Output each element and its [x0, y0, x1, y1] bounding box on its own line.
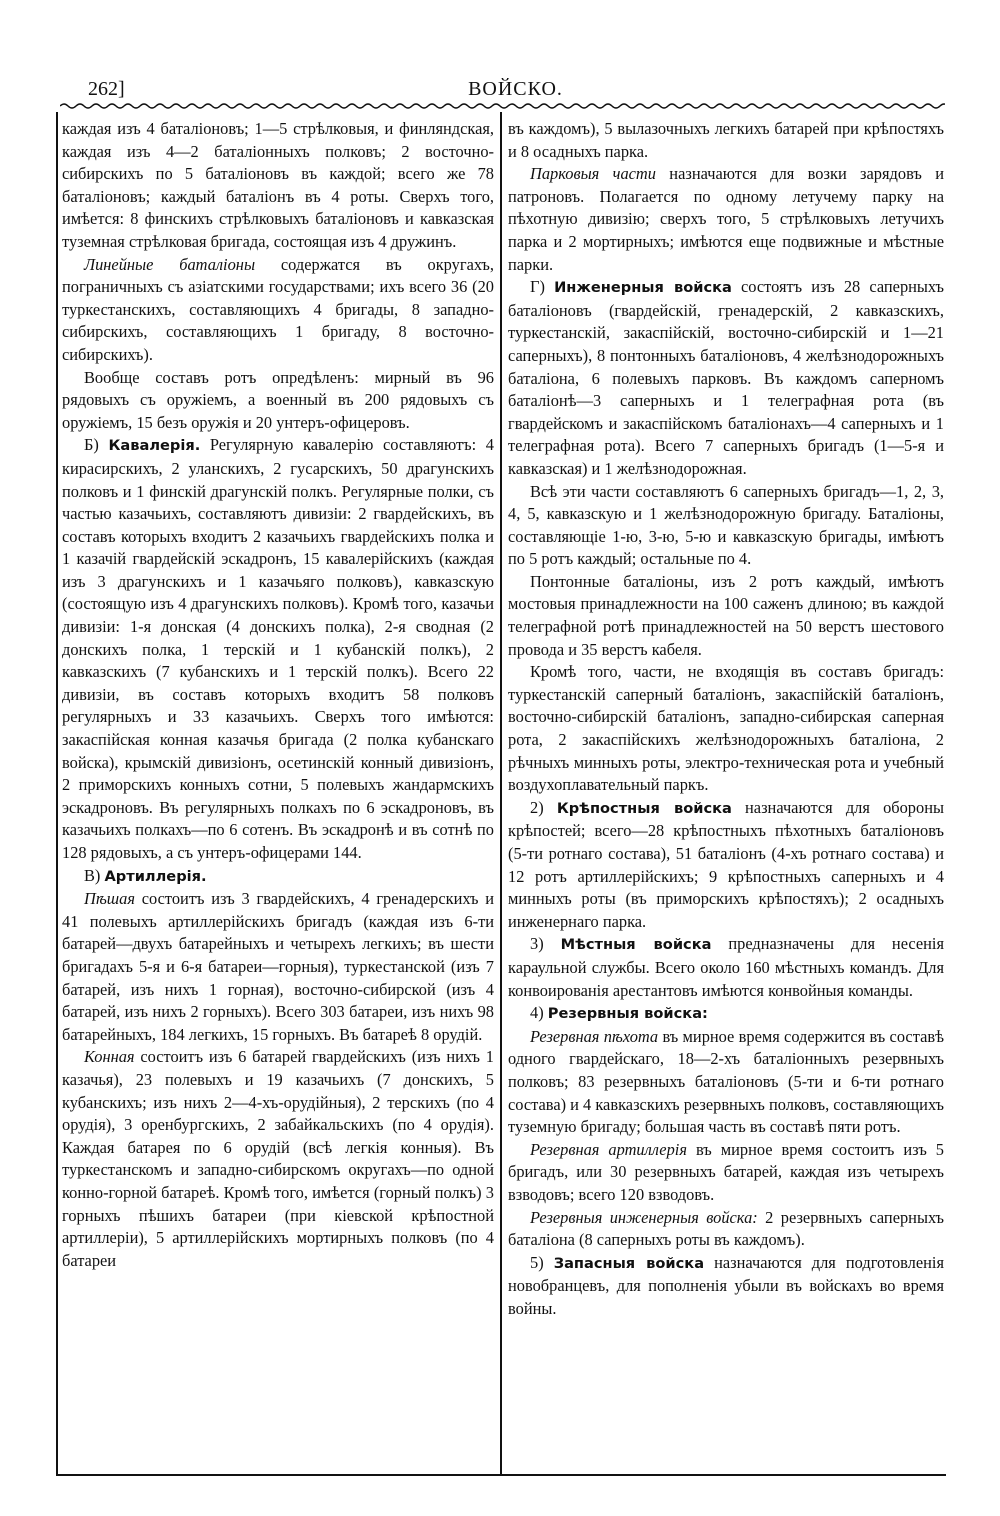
- left-paragraph: [62, 118, 494, 254]
- column-divider: [500, 112, 502, 1476]
- section-heading: Резервныя войска:: [547, 1005, 708, 1023]
- right-paragraph: [508, 1252, 944, 1321]
- running-title: ВОЙСКО.: [468, 78, 563, 100]
- paragraph-text: 2 резервныхъ саперныхъ баталіона (8 саперныхъ роты въ каждомъ).: [508, 1207, 944, 1250]
- right-paragraph: [508, 1207, 944, 1252]
- right-paragraph: [508, 1002, 944, 1026]
- left-paragraph: [62, 434, 494, 864]
- italic-term: Линейные баталіоны: [84, 254, 256, 274]
- paragraph-text: 3): [530, 934, 561, 954]
- right-paragraph: [508, 276, 944, 480]
- italic-term: Пѣшая: [84, 889, 135, 909]
- left-column: [62, 118, 494, 1470]
- paragraph-text: состоитъ изъ 3 гвардейскихъ, 4 гренадерскихъ и 41 полевыхъ артиллерійскихъ бригадъ (каждая изъ 6-ти батарей—двухъ батарейныхъ и четырехъ легкихъ; въ шести бригадахъ 5-я и 6-я батареи—горныя), туркестанской (изъ 7 батарей, изъ нихъ 1 горная), восточно-сибирской (изъ 4 батарей, изъ нихъ 2 горныхъ). Всего 303 батареи, изъ нихъ 98 батарейныхъ, 184 легкихъ, 15 горныхъ. Въ батареѣ 8 орудій.: [62, 889, 494, 1044]
- right-paragraph: [508, 481, 944, 571]
- paragraph-text: Регулярную кавалерію составляютъ: 4 кирасирскихъ, 2 уланскихъ, 2 гусарскихъ, 50 драгунскихъ полковъ и 1 финскій драгунскій полкъ. Регулярные полки, съ частью казачьихъ, составляютъ дивизіи: 2 гвардейскихъ, въ составъ которыхъ входитъ 2 казачьихъ гвардейскихъ полка и 1 казачій гвардейскій эскадронъ, 15 кавалерійскихъ (каждая изъ 3 драгунскихъ и 1 казачьяго полковъ), кавказскую (состоящую изъ 4 драгунскихъ полковъ). Кромѣ того, казачьи дивизіи: 1-я донская (4 донскихъ полка), 2-я сводная (2 донскихъ полка, 1 терскій и 1 кубанскій полкъ), 2 кавказскихъ (7 кубанскихъ и 1 терскій полкъ). Всего 22 дивизіи, въ составъ которыхъ входитъ 58 полковъ регулярныхъ и 33 казачьихъ. Сверхъ того имѣются: закаспійская конная казачья бригада (2 полка кубанскаго войска), крымскій дивизіонъ, осетинскій конный дивизіонъ, 2 приморскихъ конныхъ сотни, 5 полевыхъ жандармскихъ эскадроновъ. Въ регулярныхъ полкахъ по 6 эскадроновъ, въ казачьихъ полкахъ—по 6 сотенъ. Въ эскадронѣ и въ сотнѣ по 128 рядовыхъ, а съ унтеръ-офицерами 144.: [62, 435, 494, 862]
- left-paragraph: [62, 888, 494, 1046]
- paragraph-text: 5): [530, 1252, 554, 1272]
- right-paragraph: [508, 163, 944, 276]
- paragraph-text: В): [84, 865, 105, 885]
- section-heading: Кавалерія.: [108, 437, 201, 455]
- right-column: [508, 118, 944, 1470]
- paragraph-text: Кромѣ того, части, не входящія въ составъ бригадъ: туркестанскій саперный баталіонъ, закаспійскій баталіонъ, восточно-сибирскій баталіонъ, западно-сибирская саперная рота, 2 закаспійскихъ желѣзнодорожныхъ баталіона, 2 рѣчныхъ минныхъ роты, электро-техническая рота и учебный воздухоплавательный паркъ.: [508, 662, 944, 795]
- italic-term: Резервныя инженерныя войска:: [530, 1207, 758, 1227]
- wavy-header-rule: [60, 101, 945, 111]
- paragraph-text: состоятъ изъ 28 саперныхъ баталіоновъ (гвардейскій, гренадерскій, 2 кавказскихъ, туркестанскій, закаспійскій, восточно-сибирскій и 1—21 саперныхъ), 8 понтонныхъ баталіоновъ, 4 желѣзнодорожныхъ баталіона, 6 полевыхъ парковъ. Въ каждомъ саперномъ баталіонѣ—3 саперныхъ и 1 телеграфная рота (въ гвардейскомъ и закаспійскомъ баталіонахъ—4 саперныхъ и 1 телеграфная рота). Всего 7 саперныхъ бригадъ (1—5-я и кавказская) и 1 желѣзнодорожная.: [508, 277, 944, 478]
- paragraph-text: Вообще составъ ротъ опредѣленъ: мирный въ 96 рядовыхъ съ оружіемъ, а военный въ 200 рядовыхъ съ оружіемъ, 15 безъ оружія и 20 унтеръ-офицеровъ.: [62, 367, 494, 432]
- left-paragraph: [62, 367, 494, 435]
- right-paragraph: [508, 933, 944, 1002]
- right-paragraph: [508, 661, 944, 797]
- paragraph-text: состоитъ изъ 6 батарей гвардейскихъ (изъ нихъ 1 казачья), 23 полевыхъ и 19 казачьихъ (7 донскихъ, 5 кубанскихъ; изъ нихъ 2—4-хъ-орудійныя), 2 терскихъ (по 4 орудія), 3 оренбургскихъ, 2 забайкальскихъ (по 4 орудія). Каждая батарея по 6 орудій (всѣ легкія конныя). Въ туркестанскомъ и западно-сибирскомъ округахъ—по одной конно-горной батареѣ. Кромѣ того, имѣется (горный полкъ) 3 горныхъ пѣшихъ батареи (при кіевской крѣпостной артиллеріи), 5 артиллерійскихъ мортирныхъ полковъ (по 4 батареи: [62, 1047, 494, 1270]
- left-paragraph: [62, 254, 494, 367]
- right-paragraph: [508, 571, 944, 661]
- paragraph-text: предназначены для несенія караульной службы. Всего около 160 мѣстныхъ командъ. Для конвоированія арестантовъ имѣются конвойныя команды.: [508, 934, 944, 1000]
- right-paragraph: [508, 1026, 944, 1139]
- paragraph-text: въ мирное время содержится въ составѣ одного гвардейскаго, 18—2-хъ баталіонныхъ резервныхъ полковъ; 83 резервныхъ баталіоновъ (5-ти и 6-ти ротнаго состава) и 4 кавказскихъ резервныхъ полковъ, составляющихъ туземную бригаду; большая часть въ составѣ пяти ротъ.: [508, 1026, 944, 1137]
- section-heading: Артиллерія.: [104, 867, 207, 885]
- paragraph-text: каждая изъ 4 баталіоновъ; 1—5 стрѣлковыя, и финляндская, каждая изъ 4—2 баталіонныхъ полковъ; 2 восточно-сибирскихъ по 5 баталіоновъ въ каждой; всего же 78 баталіоновъ; каждый баталіонъ въ 4 роты. Сверхъ того, имѣется: 8 финскихъ стрѣлковыхъ баталіоновъ и кавказская туземная стрѣлковая бригада, состоящая изъ 4 дружинъ.: [62, 119, 494, 251]
- paragraph-text: 4): [530, 1003, 548, 1023]
- paragraph-text: назначаются для возки зарядовъ и патроновъ. Полагается по одному летучему парку на пѣхотную дивизію; сверхъ того, 5 стрѣлковыхъ летучихъ парка и 2 мортирныхъ; имѣются еще подвижные и мѣстные парки.: [508, 164, 944, 274]
- left-paragraph: [62, 1046, 494, 1272]
- paragraph-text: Г): [530, 277, 555, 297]
- italic-term: Конная: [84, 1047, 135, 1067]
- right-paragraph: [508, 118, 944, 163]
- section-heading: Крѣпостныя войска: [556, 799, 732, 817]
- italic-term: Парковыя части: [530, 164, 656, 184]
- paragraph-text: назначаются для обороны крѣпостей; всего—28 крѣпостныхъ пѣхотныхъ баталіоновъ (5-ти ротнаго состава), 51 баталіонъ (4-хъ ротнаго состава) и 12 ротъ артиллерійскихъ; 9 крѣпостныхъ саперныхъ и 4 минныхъ роты (въ приморскихъ крѣпостяхъ); 2 осадныхъ инженернаго парка.: [508, 797, 944, 931]
- section-heading: Инженерныя войска: [554, 279, 732, 297]
- left-frame-rule: [56, 112, 58, 1476]
- paragraph-text: назначаются для подготовленія новобранцевъ, для пополненія убыли въ войскахъ во время войны.: [508, 1252, 944, 1318]
- paragraph-text: въ каждомъ), 5 вылазочныхъ легкихъ батарей при крѣпостяхъ и 8 осадныхъ парка.: [508, 119, 944, 161]
- section-heading: Запасныя войска: [553, 1254, 705, 1272]
- paragraph-text: содержатся въ округахъ, пограничныхъ съ азіатскими государствами; ихъ всего 36 (20 туркестанскихъ, составляющихъ 4 бригады, 8 западно-сибирскихъ, составляющихъ 1 бригаду, 8 восточно-сибирскихъ).: [62, 254, 494, 364]
- paragraph-text: Б): [84, 435, 109, 455]
- paragraph-text: въ мирное время состоитъ изъ 5 бригадъ, или 30 резервныхъ батарей, каждая изъ четырехъ взводовъ; всего 120 взводовъ.: [508, 1139, 944, 1204]
- paragraph-text: Понтонные баталіоны, изъ 2 ротъ каждый, имѣютъ мостовыя принадлежности на 100 саженъ длиною; въ каждой телеграфной ротѣ принадлежностей на 50 верстъ шестового провода и 35 верстъ кабеля.: [508, 571, 944, 659]
- right-paragraph: [508, 1139, 944, 1207]
- right-paragraph: [508, 797, 944, 934]
- italic-term: Резервная артиллерія: [530, 1139, 687, 1159]
- left-paragraph: [62, 865, 494, 889]
- section-heading: Мѣстныя войска: [560, 936, 712, 954]
- italic-term: Резервная пѣхота: [530, 1026, 659, 1046]
- paragraph-text: Всѣ эти части составляютъ 6 саперныхъ бригадъ—1, 2, 3, 4, 5, кавказскую и 1 желѣзнодорожную бригаду. Баталіоны, составляющіе 1-ю, 3-ю, 5-ю и кавказскую бригады, имѣютъ по 5 ротъ каждый; остальные по 4.: [508, 481, 944, 569]
- page-number: 262]: [88, 78, 125, 100]
- paragraph-text: 2): [530, 797, 557, 817]
